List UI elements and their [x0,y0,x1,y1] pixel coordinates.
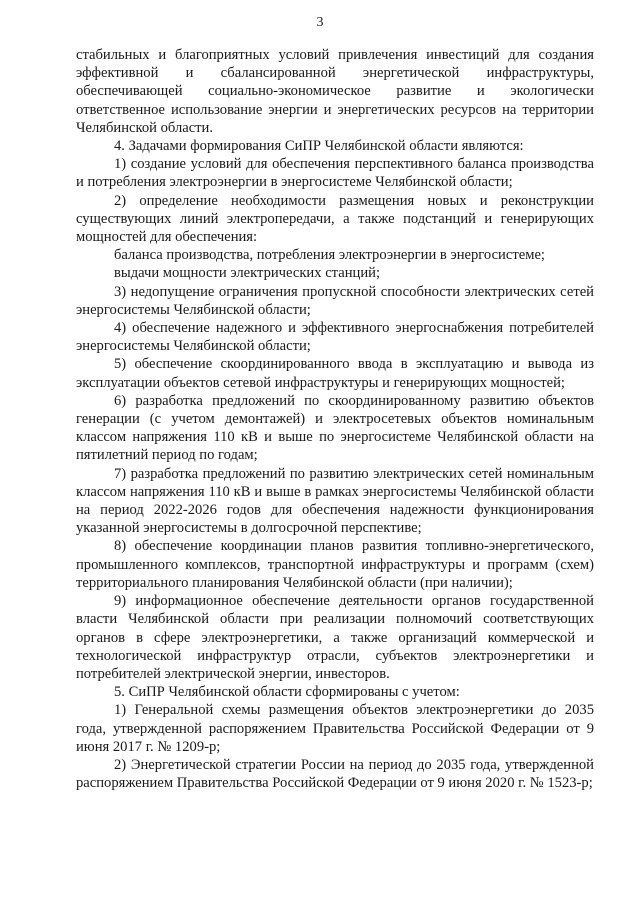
paragraph: выдачи мощности электрических станций; [114,265,380,282]
paragraph: 2) Энергетической стратегии России на период до 2035 года, утвержденной распоряжением Правительства Российской Федерации от 9 июня 2020 г. № 1523-р; [76,756,594,792]
paragraph: 1) создание условий для обеспечения перспективного баланса производства и потребления электроэнергии в энергосистеме Челябинской области; [76,156,594,191]
page-number: 3 [316,15,324,30]
paragraph: 4. Задачами формирования СиПР Челябинской области являются: [114,138,524,155]
paragraph: баланса производства, потребления электроэнергии в энергосистеме; [114,247,545,264]
paragraph: 1) Генеральной схемы размещения объектов электроэнергетики до 2035 года, утвержденной распоряжением Правительства Российской Федерации от 9 июня 2017 г. № 1209-р; [76,702,594,755]
paragraph: 2) определение необходимости размещения новых и реконструкции существующих линий электропередачи, а также подстанций и генерирующих мощностей для обеспечения: [76,192,594,246]
paragraph: стабильных и благоприятных условий привлечения инвестиций для создания эффективной и сбалансированной энергетической инфраструктуры, обеспечивающей социально-экономическое развитие и экологически ответственное использование энергии и энергетических ресурсов на территории Челябинской области. [76,47,594,136]
paragraph: 7) разработка предложений по развитию электрических сетей номинальным классом напряжения 110 кВ и выше в рамках энергосистемы Челябинской области на период 2022-2026 годов для обеспечения надежности функционирования указанной энергосистемы в долгосрочной перспективе; [76,465,594,537]
paragraph: 8) обеспечение координации планов развития топливно-энергетического, промышленного комплексов, транспортной инфраструктуры и программ (схем) территориального планирования Челябинской области (при наличии); [76,538,594,591]
document-body [76,46,594,792]
paragraph: 3) недопущение ограничения пропускной способности электрических сетей энергосистемы Челябинской области; [76,283,594,318]
paragraph: 4) обеспечение надежного и эффективного энергоснабжения потребителей энергосистемы Челябинской области; [76,320,594,355]
paragraph: 6) разработка предложений по скоординированному развитию объектов генерации (с учетом демонтажей) и электросетевых объектов номинальным классом напряжения 110 кВ и выше по энергосистеме Челябинской области на пятилетний период по годам; [76,392,594,464]
paragraph: 9) информационное обеспечение деятельности органов государственной власти Челябинской области при реализации полномочий соответствующих органов в сфере электроэнергетики, а также организаций коммерческой и технологической инфраструктур отрасли, субъектов электроэнергетики и потребителей электрической энергии, инвесторов. [76,593,594,682]
paragraph: 5) обеспечение скоординированного ввода в эксплуатацию и вывода из эксплуатации объектов сетевой инфраструктуры и генерирующих мощностей; [76,356,594,391]
paragraph: 5. СиПР Челябинской области сформированы с учетом: [114,684,460,701]
